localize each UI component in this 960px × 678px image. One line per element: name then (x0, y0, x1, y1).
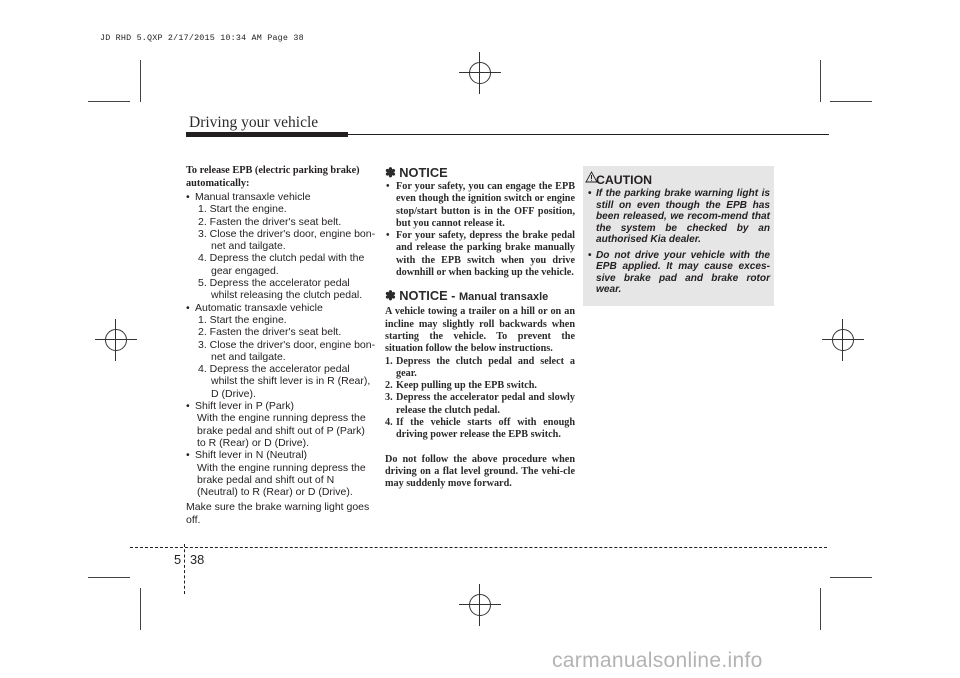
caution-title: CAUTION (596, 173, 653, 187)
step-text: Depress the accelerator pedal and slowly release the clutch pedal. (396, 392, 575, 416)
step-item: 2. Fasten the driver's seat belt. (198, 215, 342, 228)
title-underline-bar (186, 132, 348, 137)
middle-column (385, 165, 575, 491)
registration-crosshair-icon (465, 58, 495, 88)
notice-item: • For your safety, depress the brake pedal and release the parking brake manually with the EPB switch when you drive downhill or when backing up the vehicle. (385, 230, 575, 279)
footer-rule (130, 547, 827, 548)
list-item-bullet: • Shift lever in P (Park) (186, 400, 376, 412)
caution-body (588, 188, 770, 300)
notice-step (385, 392, 575, 417)
notice-step (385, 356, 575, 381)
caution-item: • If the parking brake warning light is still on even though the EPB has been released, we recom-mend that the system be checked by an authorised Kia dealer. (588, 188, 770, 246)
list-item-bullet: • Automatic transaxle vehicle (186, 302, 376, 314)
page-number: 38 (190, 552, 205, 567)
step-item: 3. Close the driver's door, engine bon-net and tailgate. (198, 338, 376, 363)
step-item: 1. Start the engine. (198, 313, 287, 326)
epb-release-heading: To release EPB (electric parking brake) automatically: (186, 165, 360, 189)
step-item: 1. Start the engine. (198, 203, 287, 216)
step-number: 3. (385, 392, 393, 404)
closing-paragraph: Make sure the brake warning light goes off. (186, 501, 370, 526)
registration-crosshair-icon (828, 325, 858, 355)
notice-step (385, 380, 575, 392)
file-header: JD RHD 5.QXP 2/17/2015 10:34 AM Page 38 (100, 33, 304, 43)
step-number: 4. (385, 417, 393, 429)
list-item-text: With the engine running depress the brake pedal and shift out of N (Neutral) to R (Rear) or D (Drive). (197, 461, 366, 499)
left-column (186, 165, 376, 526)
notice-intro: A vehicle towing a trailer on a hill or on an incline may slightly roll backwards when starting the vehicle. To prevent the situation follow the below instructions. (385, 306, 575, 355)
step-item: 3. Close the driver's door, engine bon-net and tailgate. (198, 227, 376, 253)
title-rule (348, 134, 829, 135)
registration-crosshair-icon (465, 590, 495, 620)
step-text: If the vehicle starts off with enough driving power release the EPB switch. (396, 417, 575, 441)
registration-crosshair-icon (101, 325, 131, 355)
list-item-text: With the engine running depress the brake pedal and shift out of P (Park) to R (Rear) or D (Drive). (197, 412, 366, 449)
step-item: 2. Fasten the driver's seat belt. (198, 326, 342, 339)
step-item: 4. Depress the clutch pedal with the gear engaged. (198, 252, 365, 277)
watermark: carmanualsonline.info (552, 649, 763, 672)
notice-heading: ✽ NOTICE (385, 165, 448, 180)
chapter-number: 5 (174, 552, 182, 567)
step-number: 2. (385, 380, 393, 392)
step-item: 4. Depress the accelerator pedal whilst the shift lever is in R (Rear), D (Drive). (198, 363, 371, 400)
notice-step (385, 417, 575, 442)
step-item: 5. Depress the accelerator pedal whilst releasing the clutch pedal. (198, 277, 363, 302)
step-text: Keep pulling up the EPB switch. (396, 380, 537, 392)
notice-heading-manual-transaxle (385, 288, 575, 305)
step-number: 1. (385, 355, 393, 367)
page-number-divider (184, 544, 185, 594)
notice-item: • For your safety, you can engage the EPB even though the ignition switch or engine stop/start button is in the OFF position, but you cannot release it. (385, 181, 575, 230)
step-text: Depress the clutch pedal and select a gear. (396, 355, 575, 379)
notice-label: ✽ NOTICE - (385, 288, 456, 304)
notice-closing: Do not follow the above procedure when driving on a flat level ground. The vehi-cle may suddenly move forward. (385, 453, 575, 490)
caution-item: • Do not drive your vehicle with the EPB applied. It may cause exces-sive brake pad and brake rotor wear. (588, 250, 770, 296)
notice-subtitle: Manual transaxle (459, 291, 549, 304)
section-title: Driving your vehicle (189, 114, 319, 131)
list-item-bullet: • Shift lever in N (Neutral) (186, 449, 376, 461)
list-item-bullet: • Manual transaxle vehicle (186, 191, 376, 203)
